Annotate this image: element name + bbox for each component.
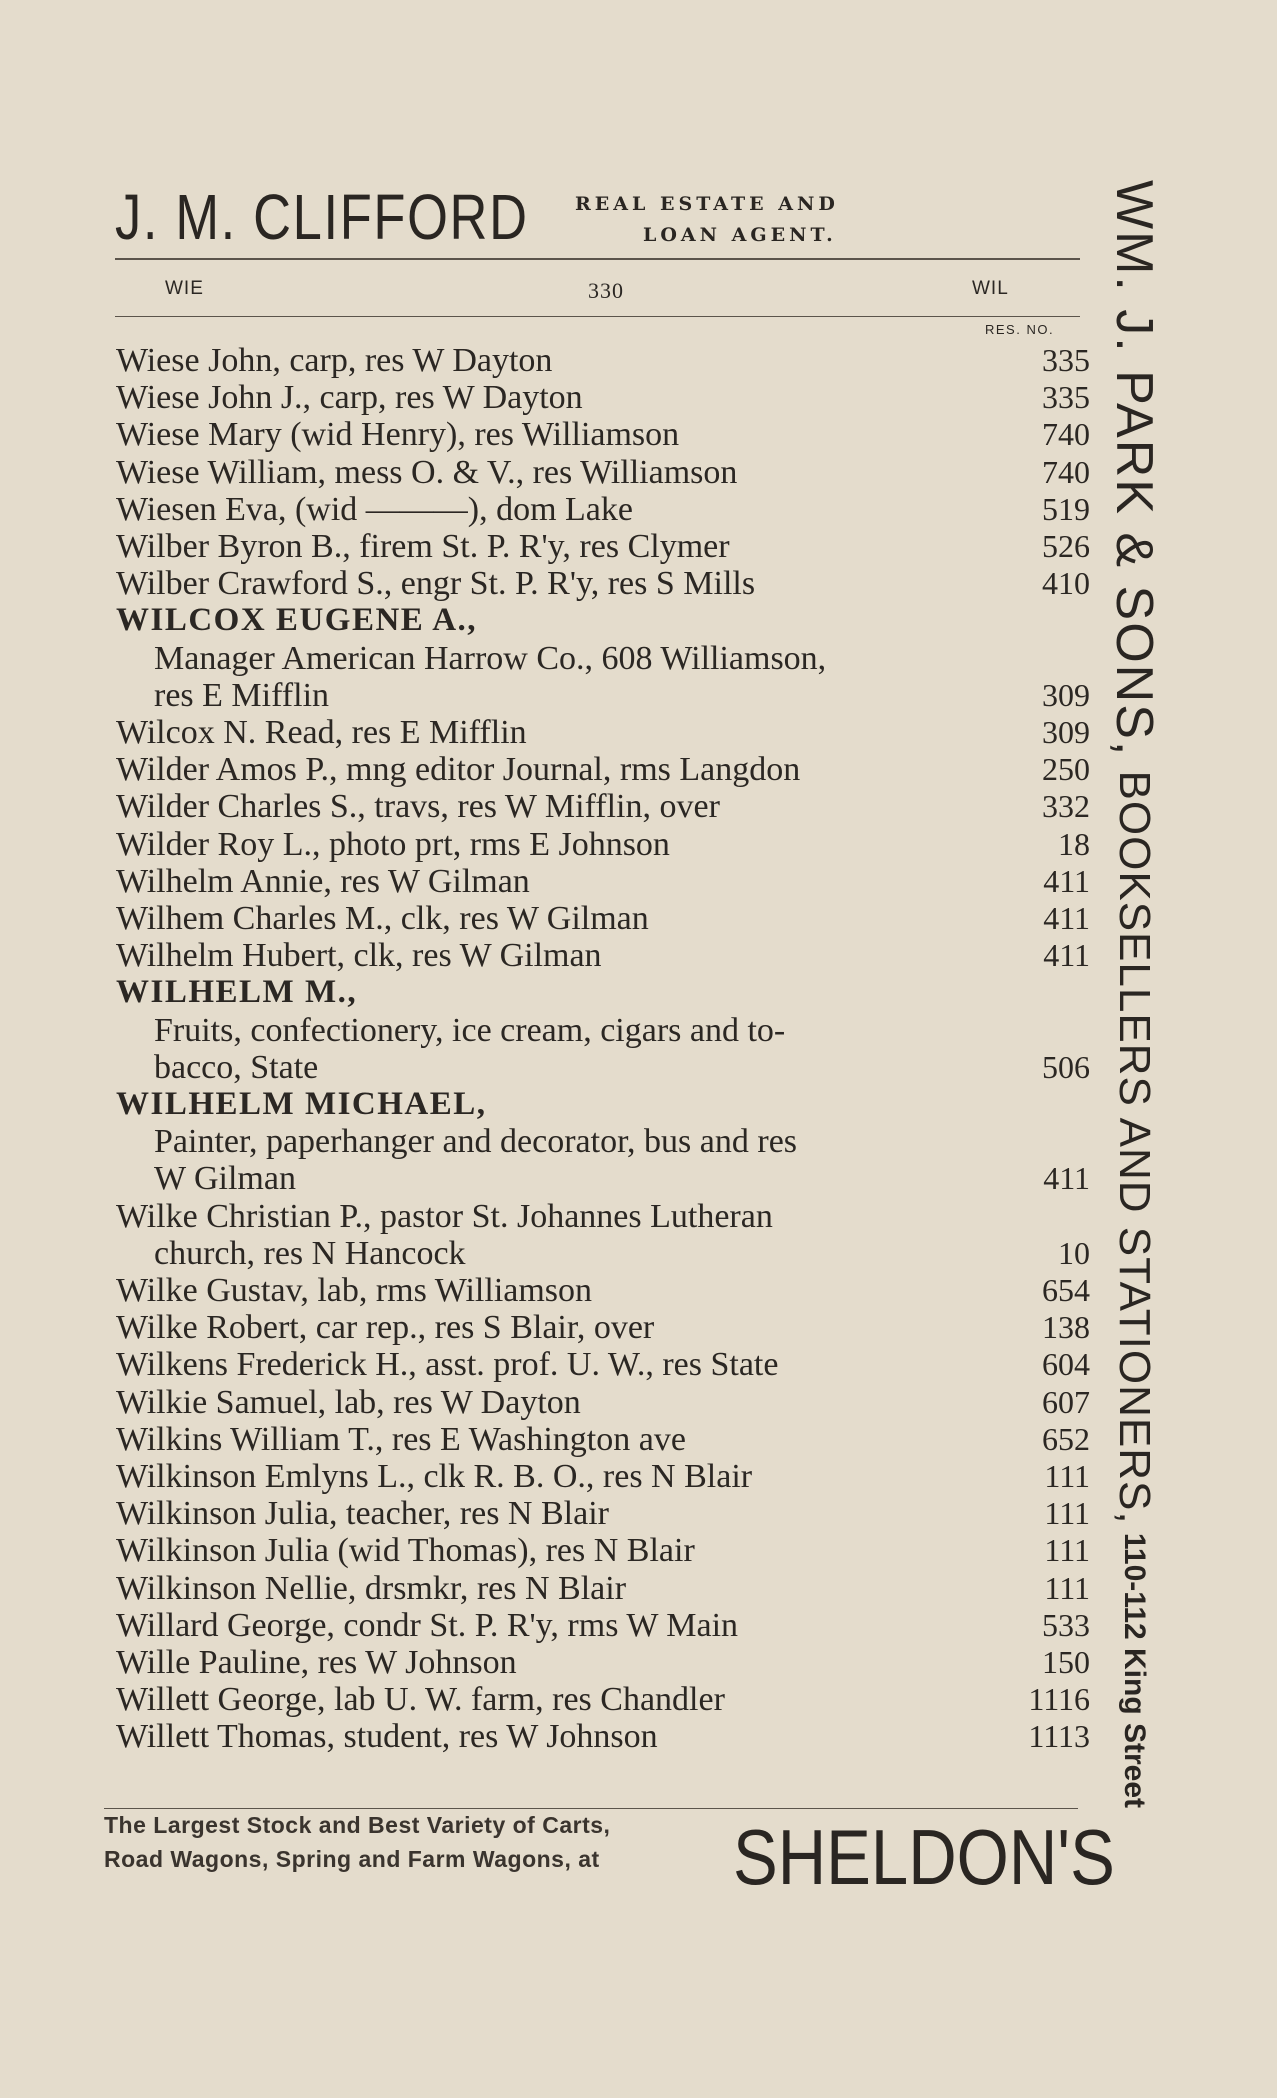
business-heading: [0, 1086, 1100, 1123]
residence-number: 604: [1042, 1346, 1090, 1382]
entry-text: Wilhem Charles M., clk, res W Gilman: [116, 900, 649, 937]
residence-number: 654: [1042, 1272, 1090, 1308]
entry-text: Wilcox N. Read, res E Mifflin: [116, 714, 527, 751]
residence-number: 335: [1042, 379, 1090, 415]
residence-number-heading: RES. NO.: [985, 322, 1055, 337]
directory-entry: [0, 416, 1100, 453]
directory-entry: [0, 528, 1100, 565]
directory-entry: [0, 1718, 1100, 1755]
page-number: 330: [588, 278, 624, 303]
residence-number: 411: [1043, 937, 1090, 973]
entry-continuation: [0, 1235, 1100, 1272]
directory-entry: [0, 1384, 1100, 1421]
residence-number: 111: [1044, 1570, 1090, 1606]
entry-text: Wilkinson Emlyns L., clk R. B. O., res N Blair: [116, 1458, 753, 1495]
residence-number: 519: [1042, 491, 1090, 527]
residence-number: 309: [1042, 677, 1090, 713]
entry-text: Wiese John, carp, res W Dayton: [116, 342, 553, 379]
entry-text: Wille Pauline, res W Johnson: [116, 1644, 517, 1681]
advertiser-tagline-1: REAL ESTATE AND: [575, 193, 839, 215]
entry-text: Wilkens Frederick H., asst. prof. U. W., res State: [116, 1346, 779, 1383]
residence-number: 740: [1042, 416, 1090, 452]
entry-text: Wilkinson Julia (wid Thomas), res N Blair: [116, 1532, 695, 1569]
residence-number: 411: [1043, 900, 1090, 936]
residence-number: 309: [1042, 714, 1090, 750]
entry-text: WILHELM MICHAEL,: [116, 1086, 487, 1122]
residence-number: 1113: [1028, 1718, 1090, 1754]
directory-entry: [0, 491, 1100, 528]
residence-number: 150: [1042, 1644, 1090, 1680]
entry-continuation: [0, 1012, 1100, 1049]
business-heading: [0, 974, 1100, 1011]
residence-number: 332: [1042, 788, 1090, 824]
residence-number: 138: [1042, 1309, 1090, 1345]
residence-number: 740: [1042, 454, 1090, 490]
entry-text: Wilkins William T., res E Washington ave: [116, 1421, 686, 1458]
entry-text: Willard George, condr St. P. R'y, rms W Main: [116, 1607, 739, 1644]
entry-text: Fruits, confectionery, ice cream, cigars and to-: [154, 1012, 786, 1049]
entry-text: Wilkinson Nellie, drsmkr, res N Blair: [116, 1570, 627, 1607]
residence-number: 533: [1042, 1607, 1090, 1643]
directory-entry: [0, 1570, 1100, 1607]
margin-ad-trade: BOOKSELLERS AND STATIONERS,: [1110, 757, 1159, 1525]
entry-text: Wilke Robert, car rep., res S Blair, over: [116, 1309, 655, 1346]
entry-text: Wilhelm Annie, res W Gilman: [116, 863, 530, 900]
directory-entry: [0, 454, 1100, 491]
entry-text: W Gilman: [154, 1160, 296, 1197]
residence-number: 506: [1042, 1049, 1090, 1085]
entry-text: Wiese Mary (wid Henry), res Williamson: [116, 416, 680, 453]
running-head-rule: [115, 316, 1080, 317]
margin-ad-firm: WM. J. PARK & SONS,: [1105, 180, 1163, 758]
entry-text: Wilber Crawford S., engr St. P. R'y, res S Mills: [116, 565, 756, 602]
directory-entry: [0, 751, 1100, 788]
entry-text: Painter, paperhanger and decorator, bus and res: [154, 1123, 798, 1160]
directory-entry: [0, 1495, 1100, 1532]
directory-entry: [0, 863, 1100, 900]
entry-text: Wilder Charles S., travs, res W Mifflin, over: [116, 788, 720, 825]
entry-text: Wiesen Eva, (wid ———), dom Lake: [116, 491, 633, 528]
residence-number: 18: [1058, 826, 1090, 862]
directory-entry: [0, 342, 1100, 379]
entry-text: res E Mifflin: [154, 677, 330, 714]
residence-number: 1116: [1028, 1681, 1090, 1717]
directory-entry: [0, 1421, 1100, 1458]
header-rule: [115, 258, 1080, 260]
running-head-right: WIL: [972, 278, 1009, 299]
directory-entry: [0, 900, 1100, 937]
footer-ad-line-1: The Largest Stock and Best Variety of Carts,: [104, 1812, 611, 1838]
directory-entry: [0, 1346, 1100, 1383]
entry-text: church, res N Hancock: [154, 1235, 466, 1272]
directory-entry: [0, 1532, 1100, 1569]
entry-continuation: [0, 640, 1100, 677]
footer-rule: [104, 1808, 1078, 1809]
directory-entry: [0, 714, 1100, 751]
residence-number: 652: [1042, 1421, 1090, 1457]
directory-entry: [0, 1607, 1100, 1644]
entry-continuation: [0, 1123, 1100, 1160]
directory-entry: [0, 788, 1100, 825]
directory-entry: [0, 826, 1100, 863]
business-heading: [0, 602, 1100, 639]
residence-number: 411: [1043, 863, 1090, 899]
residence-number: 335: [1042, 342, 1090, 378]
entry-text: Wilkie Samuel, lab, res W Dayton: [116, 1384, 581, 1421]
entry-text: Wilke Gustav, lab, rms Williamson: [116, 1272, 593, 1309]
advertiser-name: J. M. CLIFFORD: [115, 181, 529, 253]
entry-text: Wilder Amos P., mng editor Journal, rms Langdon: [116, 751, 801, 788]
entry-text: Wilkinson Julia, teacher, res N Blair: [116, 1495, 609, 1532]
directory-entry: [0, 379, 1100, 416]
directory-entry: [0, 565, 1100, 602]
entry-text: Willett Thomas, student, res W Johnson: [116, 1718, 658, 1755]
residence-number: 526: [1042, 528, 1090, 564]
residence-number: 411: [1043, 1160, 1090, 1196]
directory-entry: [0, 1309, 1100, 1346]
entry-text: Wilder Roy L., photo prt, rms E Johnson: [116, 826, 670, 863]
residence-number: 250: [1042, 751, 1090, 787]
entry-continuation: [0, 677, 1100, 714]
residence-number: 607: [1042, 1384, 1090, 1420]
directory-entry: [0, 1681, 1100, 1718]
entry-text: Wiese John J., carp, res W Dayton: [116, 379, 583, 416]
footer-ad-line-2: Road Wagons, Spring and Farm Wagons, at: [104, 1846, 600, 1872]
entry-text: Willett George, lab U. W. farm, res Chandler: [116, 1681, 725, 1718]
directory-entry: [0, 1198, 1100, 1235]
directory-entry: [0, 1644, 1100, 1681]
directory-entry: [0, 1458, 1100, 1495]
entry-text: WILHELM M.,: [116, 974, 358, 1010]
residence-number: 10: [1058, 1235, 1090, 1271]
entry-text: Manager American Harrow Co., 608 Williamson,: [154, 640, 827, 677]
residence-number: 111: [1044, 1495, 1090, 1531]
entry-continuation: [0, 1160, 1100, 1197]
entry-text: Wilke Christian P., pastor St. Johannes Lutheran: [116, 1198, 773, 1235]
directory-entry: [0, 937, 1100, 974]
directory-entry: [0, 1272, 1100, 1309]
margin-ad-address: 110-112 King Street: [1118, 1524, 1151, 1809]
entry-text: WILCOX EUGENE A.,: [116, 602, 478, 638]
entry-text: Wilhelm Hubert, clk, res W Gilman: [116, 937, 602, 974]
running-head-left: WIE: [165, 278, 204, 299]
entry-text: bacco, State: [154, 1049, 319, 1086]
entry-continuation: [0, 1049, 1100, 1086]
entry-text: Wiese William, mess O. & V., res Williamson: [116, 454, 738, 491]
entry-text: Wilber Byron B., firem St. P. R'y, res Clymer: [116, 528, 730, 565]
residence-number: 410: [1042, 565, 1090, 601]
footer-advertiser: SHELDON'S: [733, 1813, 1115, 1901]
margin-advertisement: [1104, 180, 1164, 1808]
residence-number: 111: [1044, 1458, 1090, 1494]
residence-number: 111: [1044, 1532, 1090, 1568]
advertiser-tagline-2: LOAN AGENT.: [643, 224, 837, 246]
